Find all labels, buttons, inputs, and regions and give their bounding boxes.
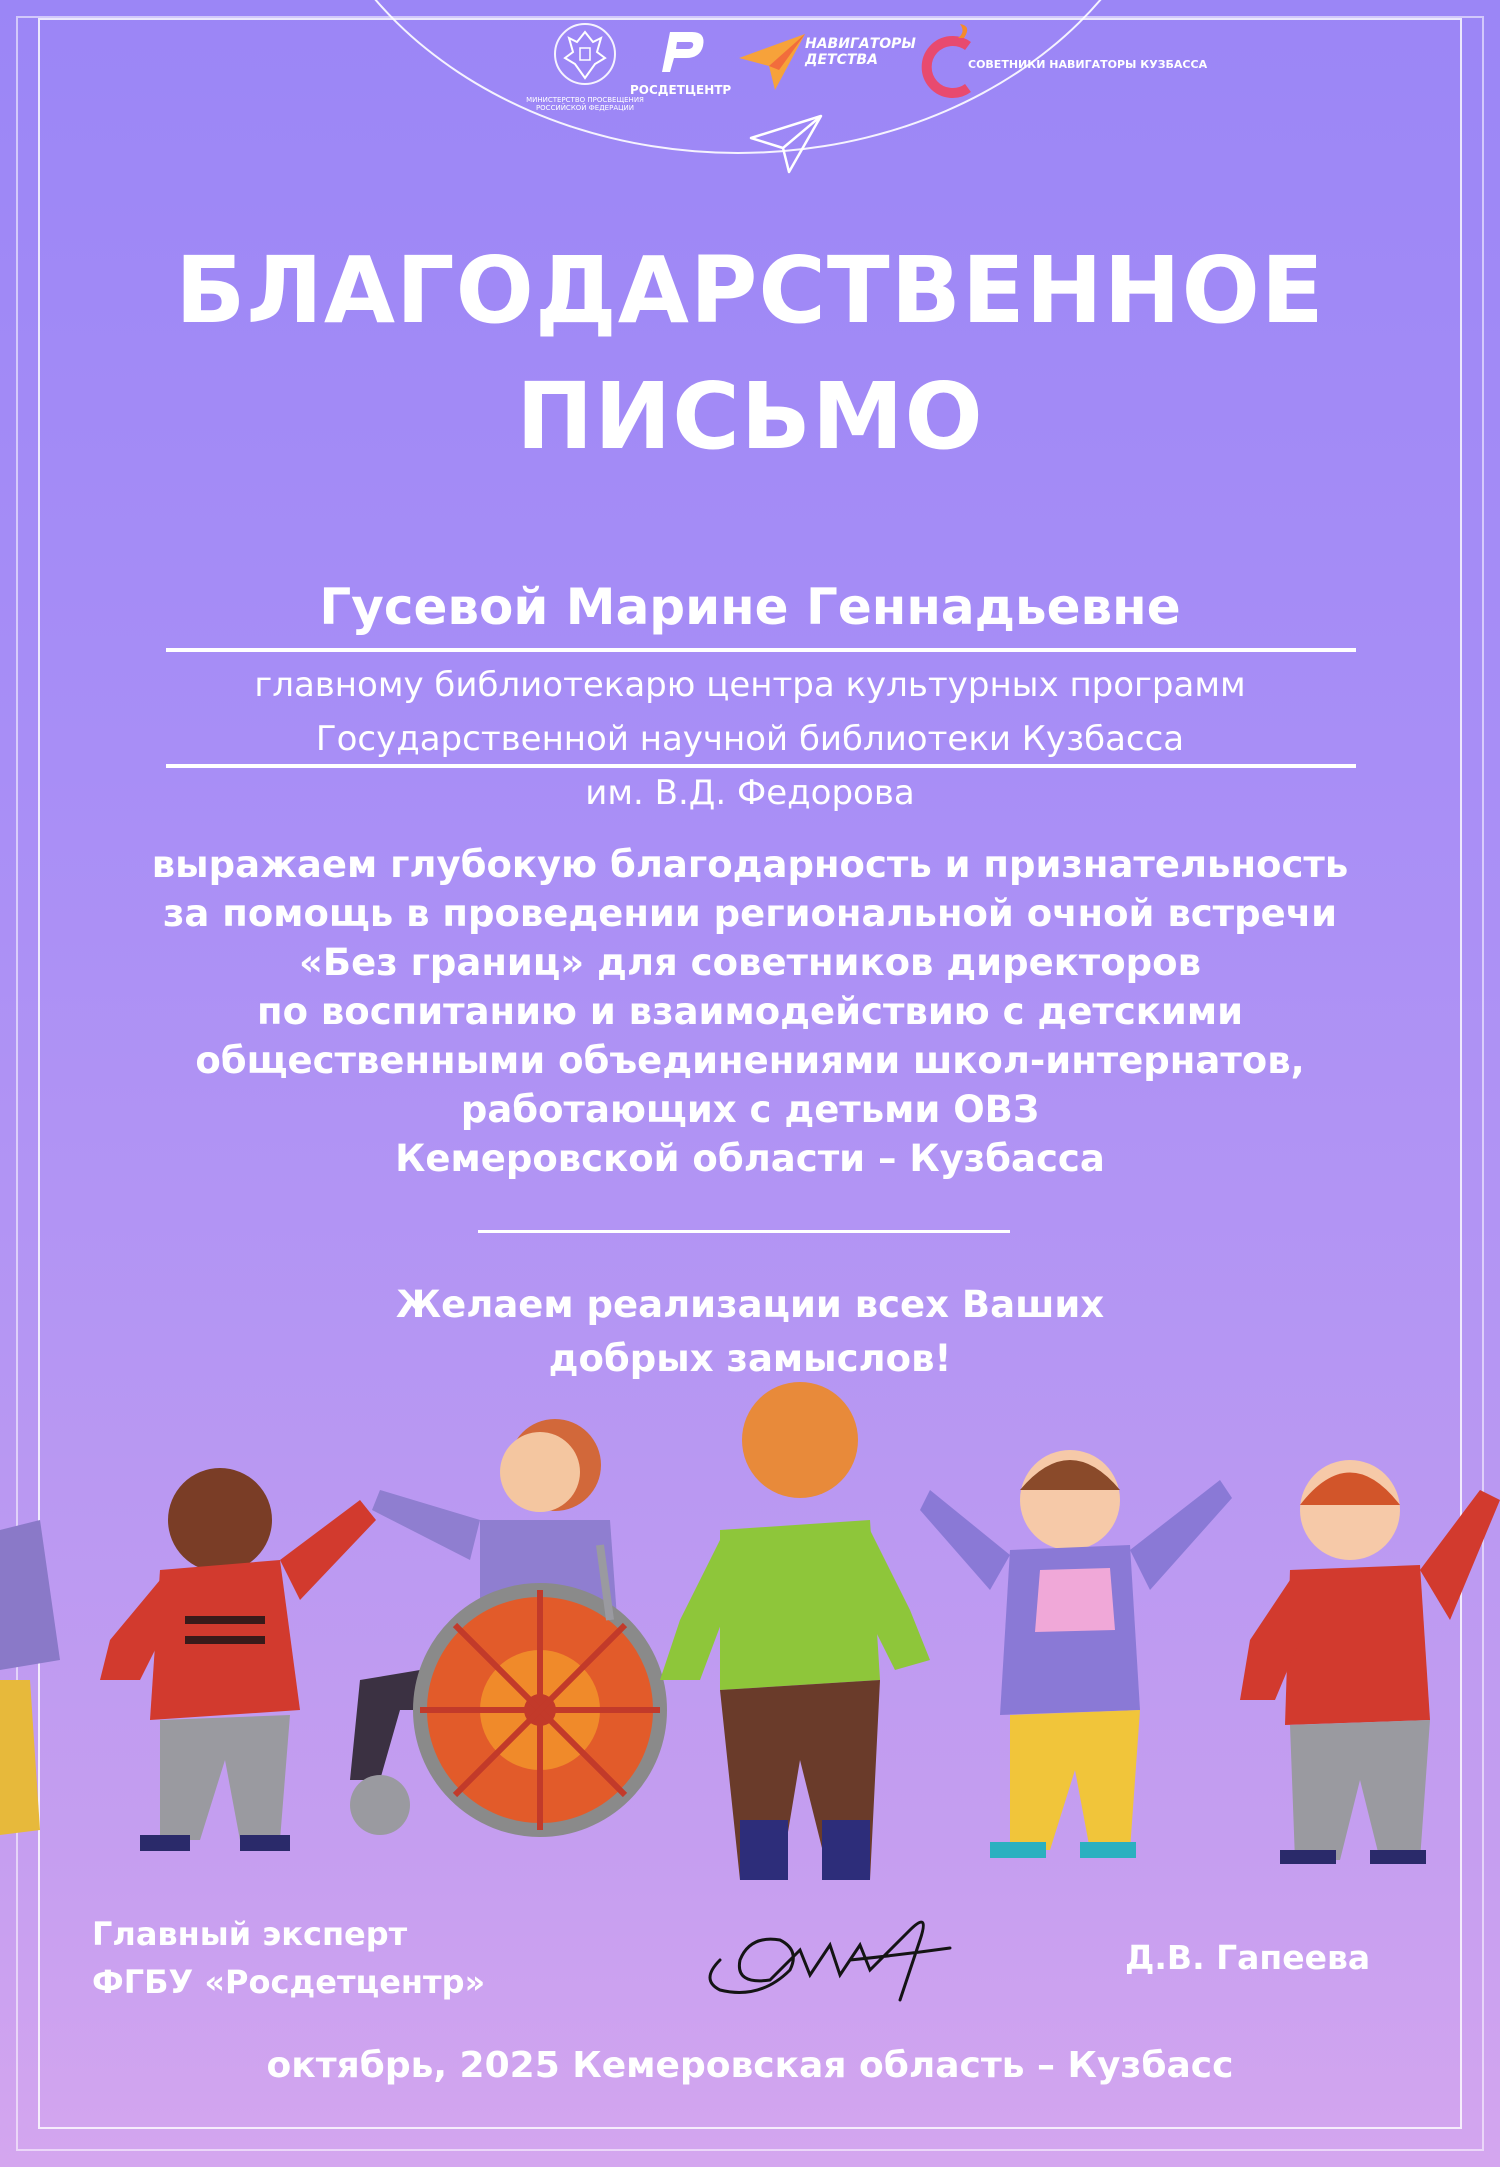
recipient-position-line-1: главному библиотекарю центра культурных программ xyxy=(254,665,1246,705)
wish-line-2: добрых замыслов! xyxy=(548,1337,952,1380)
child-figure-left-edge xyxy=(0,1520,60,1835)
title-line-2: ПИСЬМО xyxy=(516,363,984,470)
child-figure-red-shirt-right xyxy=(1240,1460,1500,1864)
rosdetcentr-r-icon xyxy=(630,18,726,80)
footer-date-place: октябрь, 2025 Кемеровская область – Кузбасс xyxy=(266,2045,1234,2086)
gratitude-line: за помощь в проведении региональной очной встречи xyxy=(162,892,1338,935)
sovetniki-logo xyxy=(920,18,1208,112)
navigators-plane-icon xyxy=(735,18,815,98)
wish-text xyxy=(0,1278,1500,1386)
sovetniki-label: СОВЕТНИКИ НАВИГАТОРЫ КУЗБАССА xyxy=(968,58,1208,71)
navigators-label: НАВИГАТОРЫ ДЕТСТВА xyxy=(805,36,916,68)
rosdetcentr-logo xyxy=(630,18,732,97)
gratitude-line: по воспитанию и взаимодействию с детскими xyxy=(257,990,1243,1033)
recipient-position-line-3: им. В.Д. Федорова xyxy=(585,773,915,813)
document-title xyxy=(0,228,1500,480)
ministry-logo xyxy=(525,18,644,112)
handwritten-signature xyxy=(680,1890,970,2010)
child-figure-green-shirt xyxy=(660,1382,930,1880)
navigators-logo xyxy=(735,18,916,102)
signatory-role-line-2: ФГБУ «Росдетцентр» xyxy=(92,1963,486,2001)
gratitude-line: общественными объединениями школ-интернатов, xyxy=(195,1039,1305,1082)
signatory-role-line-1: Главный эксперт xyxy=(92,1915,408,1953)
wish-line-1: Желаем реализации всех Ваших xyxy=(395,1283,1105,1326)
gratitude-line: выражаем глубокую благодарность и признательность xyxy=(151,843,1349,886)
children-illustration xyxy=(0,1380,1500,1890)
gratitude-text xyxy=(0,840,1500,1183)
rosdetcentr-label: РОСДЕТЦЕНТР xyxy=(630,83,732,97)
gratitude-line: «Без границ» для советников директоров xyxy=(299,941,1201,984)
recipient-name: Гусевой Марине Геннадьевне xyxy=(319,578,1181,636)
recipient-position-line-2: Государственной научной библиотеки Кузбасса xyxy=(315,719,1185,759)
signatory-role xyxy=(92,1910,485,2006)
signatory-name: Д.В. Гапеева xyxy=(1125,1938,1371,1977)
child-figure-pink-shirt xyxy=(920,1450,1232,1858)
divider xyxy=(478,1230,1010,1233)
ministry-label: МИНИСТЕРСТВО ПРОСВЕЩЕНИЯ РОССИЙСКОЙ ФЕДЕРАЦИИ xyxy=(526,96,644,112)
child-figure-red-sweater xyxy=(100,1468,376,1851)
gratitude-line: работающих с детьми ОВЗ xyxy=(460,1088,1040,1131)
recipient-underline xyxy=(166,648,1356,652)
ministry-emblem-icon xyxy=(525,18,625,94)
title-line-1: БЛАГОДАРСТВЕННОЕ xyxy=(175,237,1325,344)
gratitude-line: Кемеровской области – Кузбасса xyxy=(395,1137,1105,1180)
paper-plane-icon xyxy=(745,108,825,178)
child-figure-wheelchair xyxy=(350,1419,660,1835)
